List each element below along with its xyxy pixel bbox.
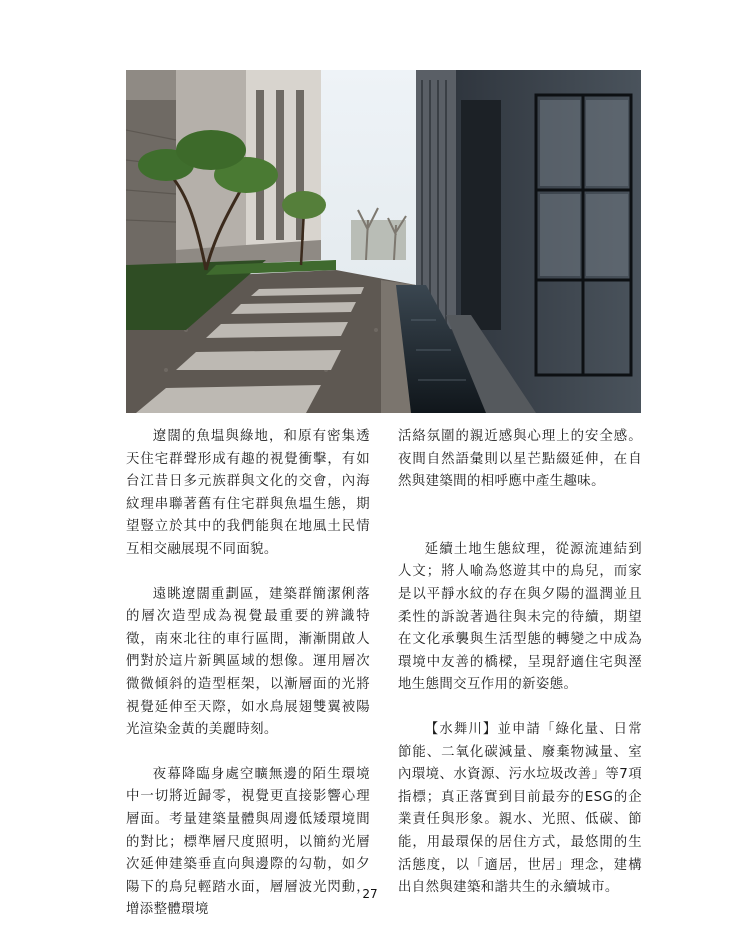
body-paragraph: 活絡氛圍的親近感與心理上的安全感。夜間自然語彙則以星芒點綴延伸，在自然與建築間的相呼應中產生趣味。 (398, 429, 642, 490)
body-paragraph: 遼闊的魚塭與綠地，和原有密集透天住宅群聲形成有趣的視覺衝擊，有如台江昔日多元族群與文化的交會，內海紋理串聯著舊有住宅群與魚塭生態，期望豎立於其中的我們能與在地風土民情互相交融展現不同面貌。 (126, 429, 370, 557)
body-paragraph: 【水舞川】並申請「綠化量、日常節能、二氧化碳減量、廢棄物減量、室內環境、水資源、污水垃圾改善」等7項指標；真正落實到目前最夯的ESG的企業責任與形象。親水、光照、低碳、節能，用最環保的居住方式，最悠閒的生活態度，以「適居，世居」理念，建構出自然與建築和諧共生的永續城市。 (398, 721, 642, 896)
body-paragraph: 遠眺遼闊重劃區，建築群簡潔俐落的層次造型成為視覺最重要的辨識特徵，南來北往的車行區間，漸漸開啟人們對於這片新興區域的想像。運用層次微微傾斜的造型框架，以漸層面的光將視覺延伸至天際，如水鳥展翅雙翼被陽光渲染金黃的美麗時刻。 (126, 586, 370, 738)
right-text-column (398, 426, 642, 900)
body-paragraph: 延續土地生態紋理，從源流連結到人文；將人喻為悠遊其中的鳥兒，而家是以平靜水紋的存在與夕陽的溫潤並且柔性的訴說著過往與未完的待續，期望在文化承襲與生活型態的轉變之中成為環境中友善的橋樑，呈現舒適住宅與溼地生態間交互作用的新姿態。 (398, 541, 642, 693)
courtyard-photo (126, 70, 641, 413)
left-text-column (126, 426, 370, 922)
body-paragraph: 夜幕降臨身處空曠無邊的陌生環境中一切將近歸零，視覺更直接影響心理層面。考量建築量體與周邊低矮環境間的對比；標準層尺度照明，以簡約光層次延伸建築垂直向與邊際的勾勒，如夕陽下的鳥兒輕踏水面，層層波光閃動，增添整體環境 (126, 766, 370, 918)
page-number: 27 (362, 887, 378, 901)
